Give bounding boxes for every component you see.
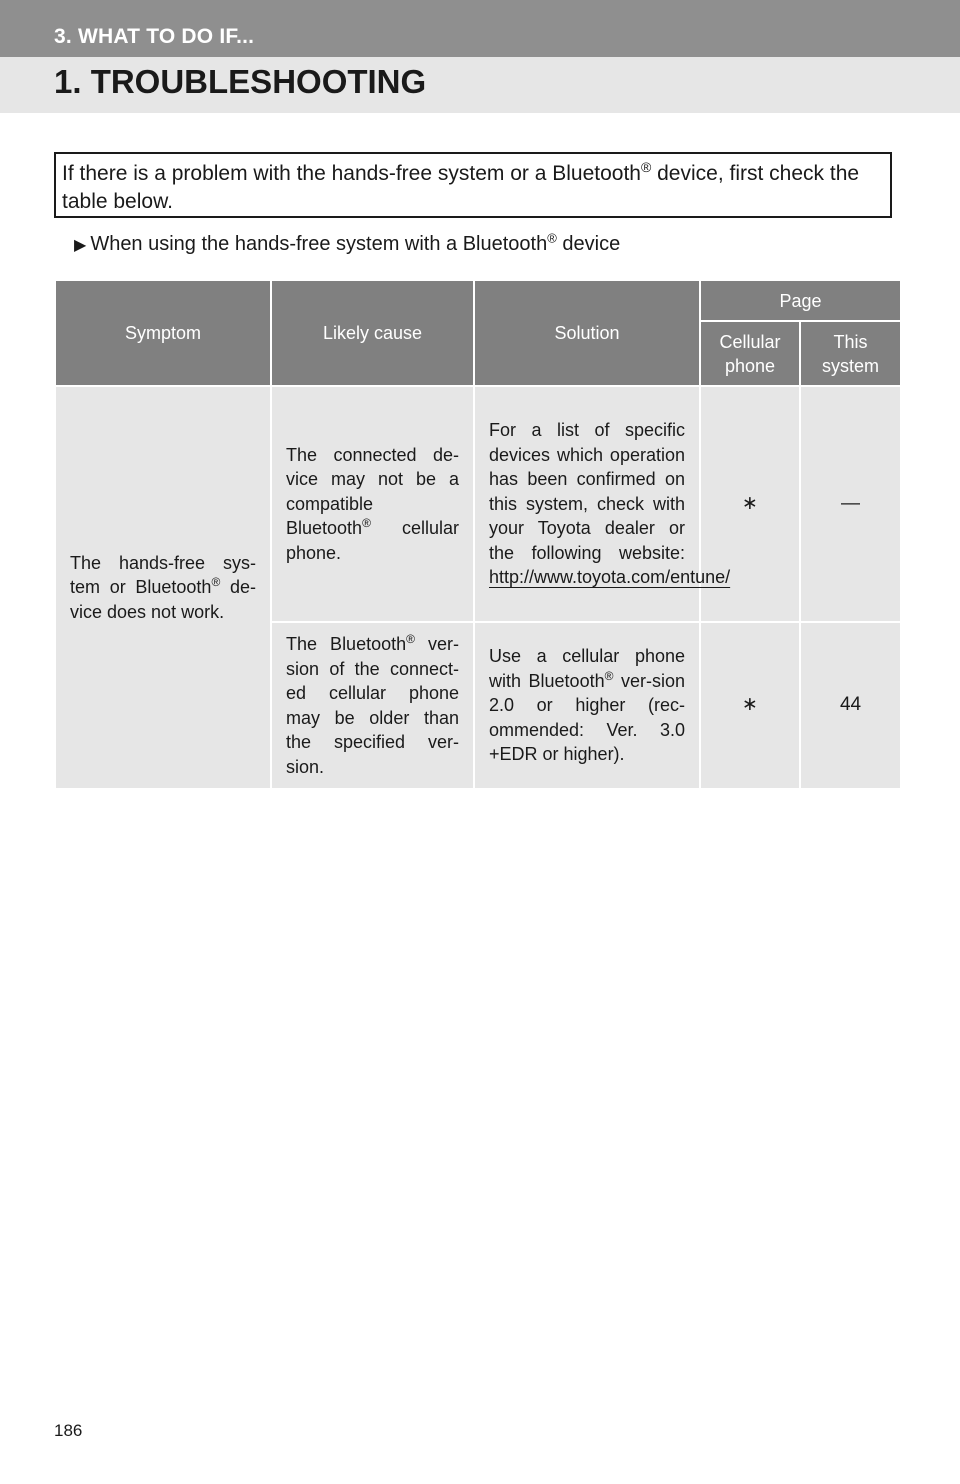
solution-text-start: Use a cellular phone with Bluetooth: [489, 646, 685, 691]
registered-mark: ®: [640, 159, 652, 175]
page-system-cell: —: [800, 386, 901, 622]
troubleshooting-table: [54, 279, 902, 790]
page-cellular-cell: ∗: [700, 386, 800, 622]
header-this-system: This system: [800, 321, 901, 386]
page-cellular-cell: ∗: [700, 622, 800, 789]
subheading-text-end: device: [556, 233, 621, 255]
header-page: Page: [700, 280, 901, 321]
solution-text-end: ver-sion 2.0 or higher (rec-ommended: Ver. 3.0 +EDR or higher).: [489, 670, 685, 765]
cause-text-start: The connected de-vice may not be a compatible Bluetooth: [286, 444, 459, 539]
table-row: [55, 386, 901, 622]
registered-mark: ®: [211, 575, 221, 590]
symptom-text-end: de-vice does not work.: [70, 577, 256, 622]
subheading-text-start: When using the hands-free system with a Bluetooth: [90, 233, 548, 255]
cause-cell: [271, 622, 474, 789]
registered-mark: ®: [406, 632, 415, 646]
cause-text-end: ver-sion of the connect-ed cellular phone may be older than the specified ver-sion.: [286, 634, 460, 777]
header-likely-cause: Likely cause: [271, 280, 474, 386]
cause-text-end: cellular phone.: [286, 518, 459, 563]
registered-mark: ®: [362, 516, 371, 531]
intro-note-box: [54, 152, 892, 218]
solution-cell: [474, 622, 700, 789]
registered-mark: ®: [604, 668, 614, 683]
page-system-cell: 44: [800, 622, 901, 789]
triangle-arrow-icon: ▶: [74, 237, 87, 254]
cause-text-start: The Bluetooth: [286, 634, 407, 654]
table-header-row: [55, 280, 901, 321]
solution-text: For a list of specific devices which operation has been confirmed on this system, check with your Toyota dealer or the following website:: [489, 420, 685, 563]
registered-mark: ®: [547, 230, 557, 246]
header-solution: Solution: [474, 280, 700, 386]
website-link[interactable]: http://www.toyota.com/entune/: [489, 567, 731, 588]
page-number: 186: [54, 1421, 83, 1440]
symptom-cell: [55, 386, 271, 789]
solution-cell: [474, 386, 731, 622]
symptom-text-start: The hands-free sys-tem or Bluetooth: [70, 552, 256, 598]
header-cellular-phone: Cellular phone: [700, 321, 800, 386]
intro-text-end: device, first check the table below.: [62, 162, 860, 213]
cause-cell: [271, 386, 474, 622]
header-symptom: Symptom: [55, 280, 271, 386]
intro-text-start: If there is a problem with the hands-free system or a Bluetooth: [62, 162, 641, 185]
table-subheading: [74, 230, 620, 260]
page-title: 1. TROUBLESHOOTING: [54, 63, 427, 100]
title-band: [0, 57, 960, 113]
section-header-bar: [0, 0, 960, 57]
section-label: 3. WHAT TO DO IF...: [54, 25, 255, 48]
